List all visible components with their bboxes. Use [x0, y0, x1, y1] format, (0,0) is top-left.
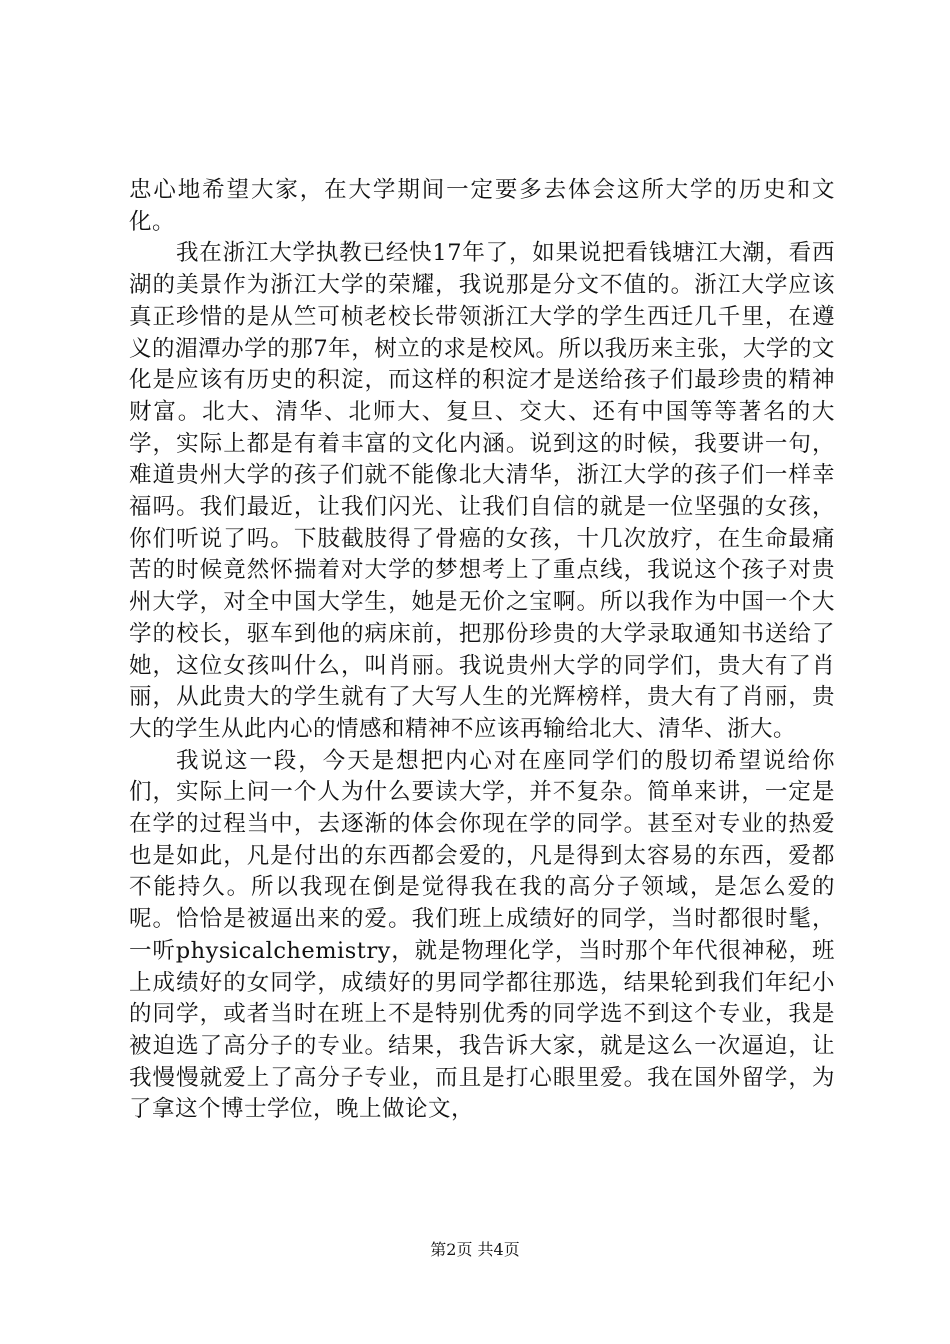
page-number-label: 第2页 共4页	[430, 1240, 520, 1259]
paragraph-3: 我说这一段，今天是想把内心对在座同学们的殷切希望说给你们，实际上问一个人为什么要读大学，并不复杂。简单来讲，一定是在学的过程当中，去逐渐的体会你现在学的同学。甚至对专业的热爱也是如此，凡是付出的东西都会爱的，凡是得到太容易的东西，爱都不能持久。所以我现在倒是觉得我在我的高分子领域，是怎么爱的呢。恰恰是被逼出来的爱。我们班上成绩好的同学，当时都很时髦，一听physicalchemistry，就是物理化学，当时那个年代很神秘，班上成绩好的女同学，成绩好的男同学都往那选，结果轮到我们年纪小的同学，或者当时在班上不是特别优秀的同学选不到这个专业，我是被迫选了高分子的专业。结果，我告诉大家，就是这么一次逼迫，让我慢慢就爱上了高分子专业，而且是打心眼里爱。我在国外留学，为了拿这个博士学位，晚上做论文，	[129, 747, 835, 1123]
paragraph-2: 我在浙江大学执教已经快17年了，如果说把看钱塘江大潮，看西湖的美景作为浙江大学的荣耀，我说那是分文不值的。浙江大学应该真正珍惜的是从竺可桢老校长带领浙江大学的学生西迁几千里，在遵义的湄潭办学的那7年，树立的求是校风。所以我历来主张，大学的文化是应该有历史的积淀，而这样的积淀才是送给孩子们最珍贵的精神财富。北大、清华、北师大、复旦、交大、还有中国等等著名的大学，实际上都是有着丰富的文化内涵。说到这的时候，我要讲一句，难道贵州大学的孩子们就不能像北大清华，浙江大学的孩子们一样幸福吗。我们最近，让我们闪光、让我们自信的就是一位坚强的女孩，你们听说了吗。下肢截肢得了骨癌的女孩，十几次放疗，在生命最痛苦的时候竟然怀揣着对大学的梦想考上了重点线，我说这个孩子对贵州大学，对全中国大学生，她是无价之宝啊。所以我作为中国一个大学的校长，驱车到他的病床前，把那份珍贵的大学录取通知书送给了她，这位女孩叫什么，叫肖丽。我说贵州大学的同学们，贵大有了肖丽，从此贵大的学生就有了大写人生的光辉榜样，贵大有了肖丽，贵大的学生从此内心的情感和精神不应该再输给北大、清华、浙大。	[129, 240, 835, 742]
page-footer	[0, 1240, 950, 1260]
paragraph-1: 忠心地希望大家，在大学期间一定要多去体会这所大学的历史和文化。	[129, 177, 835, 235]
document-body	[129, 175, 835, 1126]
